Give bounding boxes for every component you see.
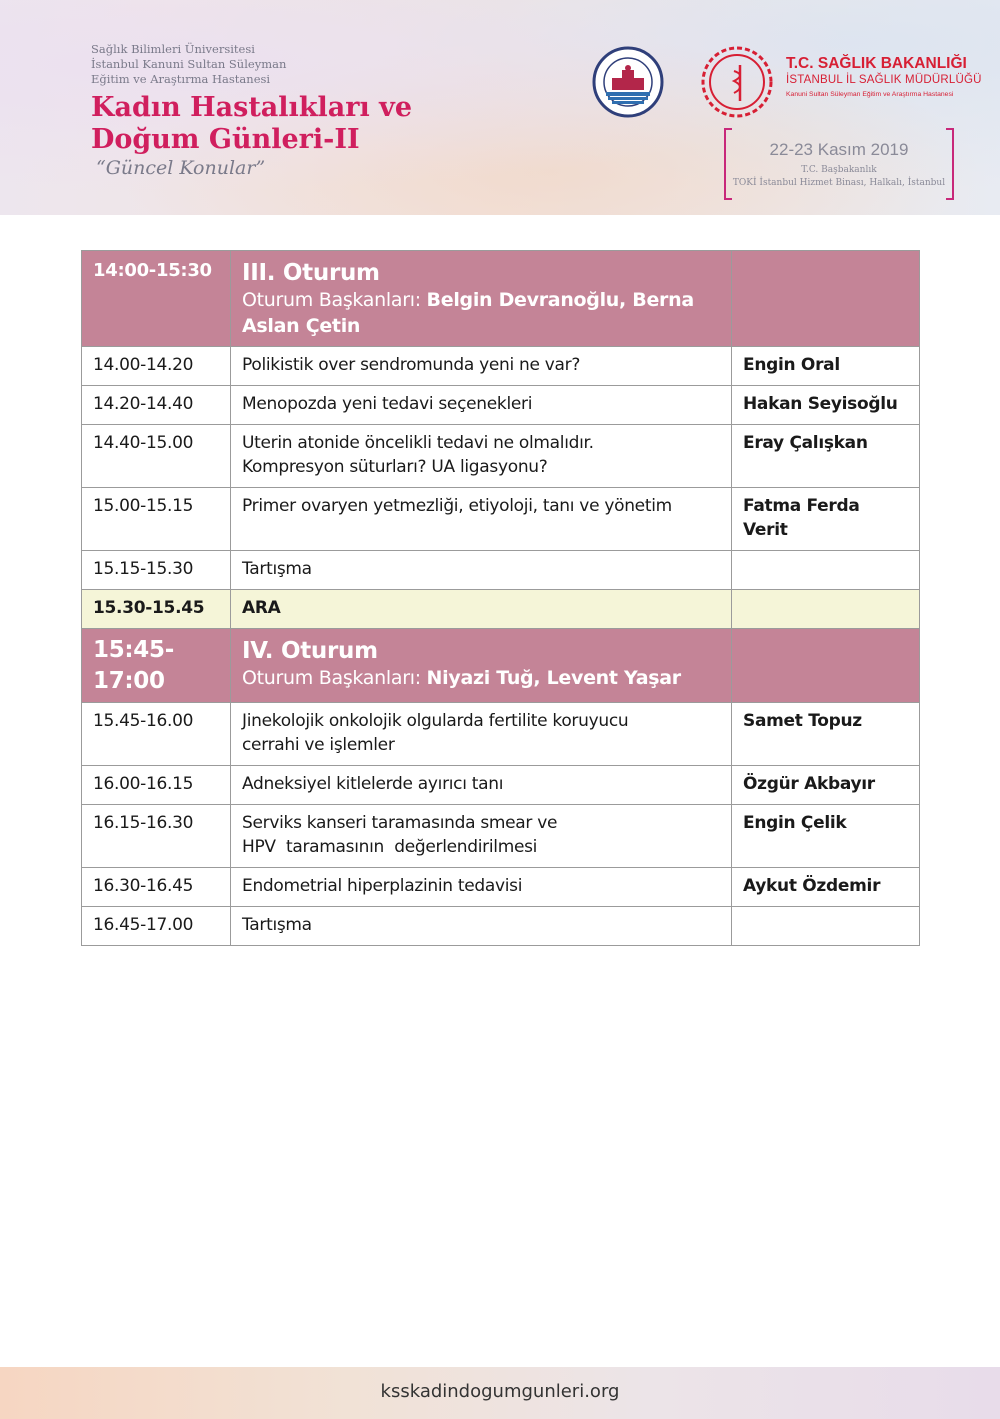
slot-time: 16.00-16.15 xyxy=(82,766,231,805)
slot-speaker-line: Verit xyxy=(743,520,788,540)
break-time: 15.30-15.45 xyxy=(82,590,231,629)
slot-topic-line: Uterin atonide öncelikli tedavi ne olmalıdır. xyxy=(242,433,594,453)
session-empty-cell xyxy=(732,629,920,703)
venue-line: TOKİ İstanbul Hizmet Binası, Halkalı, İstanbul xyxy=(732,178,946,188)
chairs-label: Oturum Başkanları: xyxy=(242,667,421,689)
table-row xyxy=(82,703,920,766)
slot-speaker xyxy=(732,907,920,946)
slot-speaker: Engin Çelik xyxy=(732,805,920,868)
session-header-row xyxy=(82,629,920,703)
slot-topic: Adneksiyel kitlelerde ayırıcı tanı xyxy=(231,766,732,805)
session-chairs xyxy=(242,665,720,691)
slot-speaker: Engin Oral xyxy=(732,347,920,386)
slot-topic-line: Kompresyon süturları? UA ligasyonu? xyxy=(242,457,548,477)
slot-time: 16.15-16.30 xyxy=(82,805,231,868)
slot-time: 16.45-17.00 xyxy=(82,907,231,946)
session-info xyxy=(231,251,732,347)
slot-topic: Primer ovaryen yetmezliği, etiyoloji, tanı ve yönetim xyxy=(231,488,732,551)
bracket-right xyxy=(946,128,954,200)
hospital-name: Kanuni Sultan Süleyman Eğitim ve Araştırma Hastanesi xyxy=(786,91,954,98)
slot-speaker: Eray Çalışkan xyxy=(732,425,920,488)
slot-topic: Polikistik over sendromunda yeni ne var? xyxy=(231,347,732,386)
session-info xyxy=(231,629,732,703)
table-row xyxy=(82,805,920,868)
table-row xyxy=(82,907,920,946)
slot-time: 15.00-15.15 xyxy=(82,488,231,551)
institution-line: Eğitim ve Araştırma Hastanesi xyxy=(91,72,271,86)
break-row xyxy=(82,590,920,629)
program-table xyxy=(81,250,920,946)
slot-time: 14.40-15.00 xyxy=(82,425,231,488)
slot-speaker: Samet Topuz xyxy=(732,703,920,766)
ministry-directorate: İSTANBUL İL SAĞLIK MÜDÜRLÜĞÜ xyxy=(786,74,982,86)
slot-speaker: Özgür Akbayır xyxy=(732,766,920,805)
slot-time: 15.15-15.30 xyxy=(82,551,231,590)
institution-line: Sağlık Bilimleri Üniversitesi xyxy=(91,42,255,56)
session-time-line: 17:00 xyxy=(93,668,165,694)
ministry-name: T.C. SAĞLIK BAKANLIĞI xyxy=(786,55,967,72)
break-label: ARA xyxy=(231,590,732,629)
event-title-line: Doğum Günleri-II xyxy=(91,124,360,155)
slot-speaker xyxy=(732,488,920,551)
slot-topic xyxy=(231,805,732,868)
slot-topic: Tartışma xyxy=(231,551,732,590)
chairs-label: Oturum Başkanları: xyxy=(242,289,421,311)
slot-time: 14.00-14.20 xyxy=(82,347,231,386)
website-link[interactable]: ksskadindogumgunleri.org xyxy=(380,1381,620,1402)
institution-line: İstanbul Kanuni Sultan Süleyman xyxy=(91,57,287,71)
table-row xyxy=(82,488,920,551)
slot-time: 16.30-16.45 xyxy=(82,868,231,907)
session-time xyxy=(82,629,231,703)
slot-topic: Endometrial hiperplazinin tedavisi xyxy=(231,868,732,907)
table-row xyxy=(82,347,920,386)
slot-speaker-line: Fatma Ferda xyxy=(743,496,860,516)
session-chairs xyxy=(242,287,720,339)
table-row xyxy=(82,868,920,907)
slot-speaker xyxy=(732,551,920,590)
event-title-line: Kadın Hastalıkları ve xyxy=(91,92,413,123)
slot-topic xyxy=(231,425,732,488)
slot-topic-line: cerrahi ve işlemler xyxy=(242,735,395,755)
table-row xyxy=(82,386,920,425)
table-row xyxy=(82,766,920,805)
university-seal-icon xyxy=(592,46,664,118)
session-name: III. Oturum xyxy=(242,260,380,286)
date-venue-box xyxy=(724,128,954,200)
event-date: 22-23 Kasım 2019 xyxy=(769,140,909,159)
slot-speaker: Hakan Seyisoğlu xyxy=(732,386,920,425)
institution-lines xyxy=(91,42,286,87)
ministry-crescent-caduceus-icon xyxy=(700,45,774,119)
slot-topic: Menopozda yeni tedavi seçenekleri xyxy=(231,386,732,425)
session-header-row xyxy=(82,251,920,347)
break-empty-cell xyxy=(732,590,920,629)
slot-time: 14.20-14.40 xyxy=(82,386,231,425)
slot-topic xyxy=(231,703,732,766)
table-row xyxy=(82,551,920,590)
page-footer xyxy=(0,1367,1000,1419)
bracket-left xyxy=(724,128,732,200)
slot-time: 15.45-16.00 xyxy=(82,703,231,766)
event-title xyxy=(91,92,412,156)
session-time: 14:00-15:30 xyxy=(82,251,231,347)
session-name: IV. Oturum xyxy=(242,638,378,664)
venue-line: T.C. Başbakanlık xyxy=(801,165,877,175)
session-time-line: 15:45- xyxy=(93,637,174,663)
chairs-names: Niyazi Tuğ, Levent Yaşar xyxy=(426,667,681,689)
session-empty-cell xyxy=(732,251,920,347)
slot-topic-line: HPV taramasının değerlendirilmesi xyxy=(242,837,538,857)
slot-topic: Tartışma xyxy=(231,907,732,946)
event-subtitle: “Güncel Konular” xyxy=(96,157,266,179)
slot-topic-line: Serviks kanseri taramasında smear ve xyxy=(242,813,558,833)
slot-speaker: Aykut Özdemir xyxy=(732,868,920,907)
page-header xyxy=(0,0,1000,215)
table-row xyxy=(82,425,920,488)
slot-topic-line: Jinekolojik onkolojik olgularda fertilite koruyucu xyxy=(242,711,629,731)
chairs-names: Belgin Devranoğlu, Berna Aslan Çetin xyxy=(242,289,694,337)
